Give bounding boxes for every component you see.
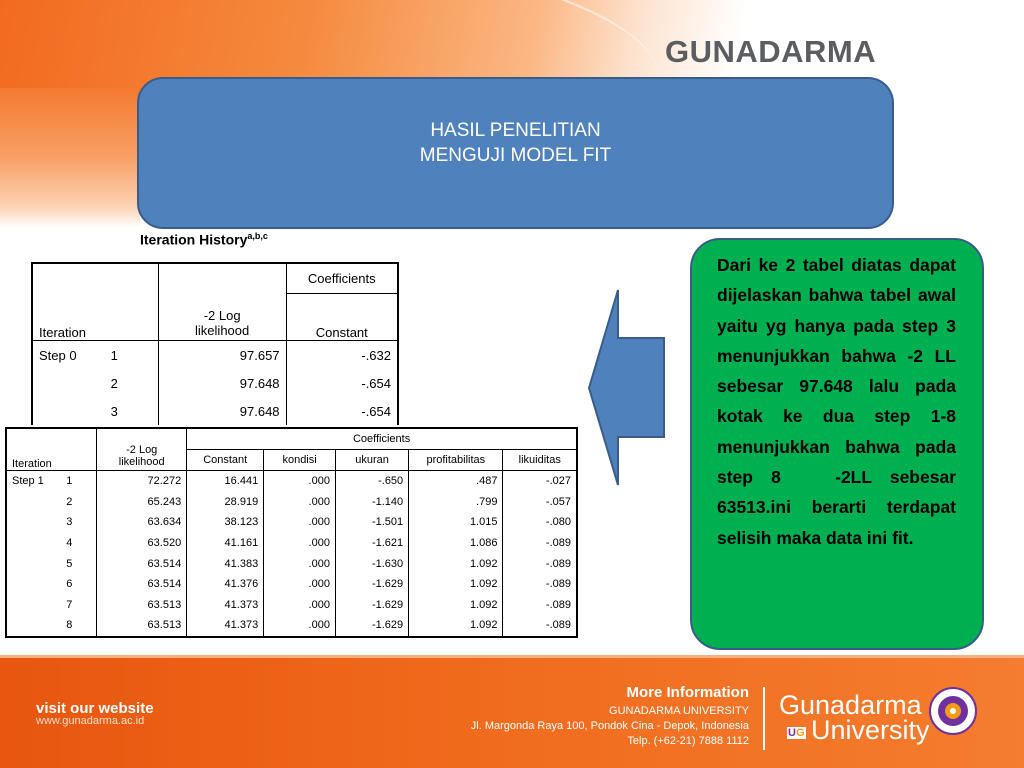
header-coefficients: Coefficients: [187, 428, 577, 450]
table-cell-ll: 72.272: [97, 471, 187, 492]
table-cell-step: [6, 595, 61, 616]
table-cell-ll: 63.514: [97, 574, 187, 595]
table-cell-value: 1.092: [409, 595, 503, 616]
table-cell-value: -.089: [503, 553, 577, 574]
table-cell-iter: 6: [66, 578, 73, 591]
column-header: likuiditas: [503, 450, 577, 471]
table-cell-step: [6, 492, 61, 513]
left-decorative-band: [0, 88, 140, 228]
header-likelihood-line1: -2 Log: [126, 444, 158, 456]
header-iteration: Iteration: [32, 263, 158, 341]
iteration-history-table-step1: [5, 427, 578, 638]
table-cell-ll: 63.513: [97, 595, 187, 616]
table-cell-value: -.027: [503, 471, 577, 492]
table-cell-value: -1.629: [335, 615, 408, 637]
footer-vertical-divider: [763, 687, 765, 750]
table-cell-value: .487: [409, 471, 503, 492]
table-cell-value: -1.629: [335, 574, 408, 595]
table-cell-value: 1.086: [409, 533, 503, 554]
table-cell-iter: 1: [66, 475, 73, 488]
header-likelihood-line1: -2 Log: [203, 308, 241, 323]
ug-logo-mark: [787, 727, 806, 739]
table-cell-value: 41.373: [187, 595, 264, 616]
table-cell-value: -1.621: [335, 533, 408, 554]
ug-logo-u: U: [788, 727, 796, 739]
table-cell-value: 1.092: [409, 553, 503, 574]
slide-title-line1: HASIL PENELITIAN: [430, 120, 601, 141]
table-cell-value: -.089: [503, 615, 577, 637]
table-cell-iter: 1: [110, 347, 118, 363]
table-cell-value: -1.630: [335, 553, 408, 574]
table-cell-ll: 63.634: [97, 512, 187, 533]
contact-block: [471, 704, 749, 749]
table-row: [6, 553, 577, 574]
table-cell-step: [6, 574, 61, 595]
iteration-history-table-step0: [31, 262, 399, 425]
table-cell-step: Step 0: [32, 341, 105, 370]
header-likelihood-line2: likelihood: [118, 456, 165, 468]
left-arrow-icon: [587, 288, 667, 488]
slide-title-box: [137, 77, 894, 229]
visit-website-label: visit our website: [36, 700, 154, 717]
table-cell-value: -.089: [503, 595, 577, 616]
ug-logo-g: G: [795, 727, 805, 739]
column-header: kondisi: [264, 450, 336, 471]
callout-text: Dari ke 2 tabel diatas dapat dijelaskan bahwa tabel awal yaitu yg hanya pada step 3 menunjukkan bahwa -2 LL sebesar 97.648 lalu pada kotak ke dua step 1-8 menunjukkan bahwa pada step 8 -2LL sebesar 63513.ini berarti terdapat selisih maka data ini fit.: [717, 255, 956, 548]
table-cell-ll: 97.648: [158, 369, 286, 397]
table-cell-value: 16.441: [187, 471, 264, 492]
phone: Telp. (+62-21) 7888 1112: [627, 735, 749, 747]
org-name: GUNADARMA UNIVERSITY: [609, 705, 749, 717]
table-cell-value: 41.373: [187, 615, 264, 637]
table-cell-value: .000: [264, 492, 336, 513]
table-row: [6, 533, 577, 554]
header-likelihood: [158, 263, 286, 341]
table-cell-value: 41.383: [187, 553, 264, 574]
table-row: [6, 574, 577, 595]
header-constant: Constant: [286, 294, 398, 341]
table-cell-value: .000: [264, 574, 336, 595]
table-cell-value: .000: [264, 553, 336, 574]
website-url-link[interactable]: www.gunadarma.ac.id: [36, 715, 145, 727]
table-cell-constant: -.632: [286, 341, 398, 370]
header-likelihood-line2: likelihood: [195, 323, 250, 338]
table-cell-value: .000: [264, 595, 336, 616]
more-information-heading: More Information: [626, 684, 749, 701]
table-cell-step: [32, 369, 105, 397]
table-cell-step: Step 1: [6, 471, 61, 492]
table-cell-value: -1.629: [335, 595, 408, 616]
footer-divider-line: [0, 655, 1024, 658]
table-row: [6, 471, 577, 492]
explanation-callout: [690, 238, 984, 650]
header-likelihood: [97, 428, 187, 471]
table-cell-constant: -.654: [286, 369, 398, 397]
table-cell-value: -1.140: [335, 492, 408, 513]
left-arrow-shape: [589, 290, 664, 485]
table-cell-value: 38.123: [187, 512, 264, 533]
column-header: profitabilitas: [409, 450, 503, 471]
table-row: [6, 615, 577, 637]
table-header-row: [32, 263, 398, 294]
table-cell-step: [6, 533, 61, 554]
table-cell-iter: 3: [66, 516, 73, 529]
table-cell-ll: 97.648: [158, 397, 286, 425]
table-cell-value: .000: [264, 512, 336, 533]
table-cell-value: .000: [264, 471, 336, 492]
brand-name: GUNADARMA: [665, 34, 877, 69]
table-cell-ll: 63.514: [97, 553, 187, 574]
table-cell-step: [6, 615, 61, 637]
table-cell-value: 41.161: [187, 533, 264, 554]
table-cell-constant: -.654: [286, 397, 398, 425]
table1-caption-text: Iteration History: [140, 231, 248, 248]
table-cell-value: -.057: [503, 492, 577, 513]
table-cell-iter: 5: [66, 557, 73, 570]
table-cell-value: -.089: [503, 533, 577, 554]
table-cell-value: -.080: [503, 512, 577, 533]
table-cell-value: -.089: [503, 574, 577, 595]
header-coefficients: Coefficients: [286, 263, 398, 294]
header-iteration: Iteration: [6, 428, 97, 471]
table-cell-step: [32, 397, 105, 425]
university-seal-icon: [928, 686, 978, 736]
table-cell-ll: 65.243: [97, 492, 187, 513]
table-cell-step: [6, 512, 61, 533]
table-cell-value: 1.015: [409, 512, 503, 533]
table-cell-value: .000: [264, 533, 336, 554]
table-row: [32, 341, 398, 370]
table-cell-ll: 63.520: [97, 533, 187, 554]
table-cell-value: .799: [409, 492, 503, 513]
table-header-row: [6, 428, 577, 450]
table-row: [32, 397, 398, 425]
column-header: ukuran: [335, 450, 408, 471]
column-header: Constant: [187, 450, 264, 471]
table-cell-value: 28.919: [187, 492, 264, 513]
table-cell-step: [6, 553, 61, 574]
table-cell-iter: 8: [61, 615, 96, 637]
table1-caption-footnote: a,b,c: [247, 231, 268, 241]
table-cell-iter: 7: [66, 598, 73, 611]
table-cell-ll: 97.657: [158, 341, 286, 370]
table-cell-iter: 2: [110, 375, 118, 391]
table-cell-value: 1.092: [409, 615, 503, 637]
slide-title-line2: MENGUJI MODEL FIT: [419, 145, 612, 166]
logo-line1: Gunadarma: [779, 690, 922, 720]
table-row: [6, 492, 577, 513]
table-row: [6, 595, 577, 616]
table-cell-value: -.650: [335, 471, 408, 492]
address: Jl. Margonda Raya 100, Pondok Cina - Depok, Indonesia: [470, 720, 749, 732]
table-cell-ll: 63.513: [97, 615, 187, 637]
table-cell-value: .000: [264, 615, 336, 637]
table-row: [6, 512, 577, 533]
table-cell-value: -1.501: [335, 512, 408, 533]
logo-line2: University: [811, 715, 930, 745]
table-cell-iter: 2: [66, 495, 73, 508]
table-cell-value: 41.376: [187, 574, 264, 595]
table-row: [32, 369, 398, 397]
table-cell-value: 1.092: [409, 574, 503, 595]
table1-caption: [140, 231, 268, 248]
table-cell-iter: 4: [66, 537, 73, 550]
table-cell-iter: 3: [110, 403, 118, 419]
